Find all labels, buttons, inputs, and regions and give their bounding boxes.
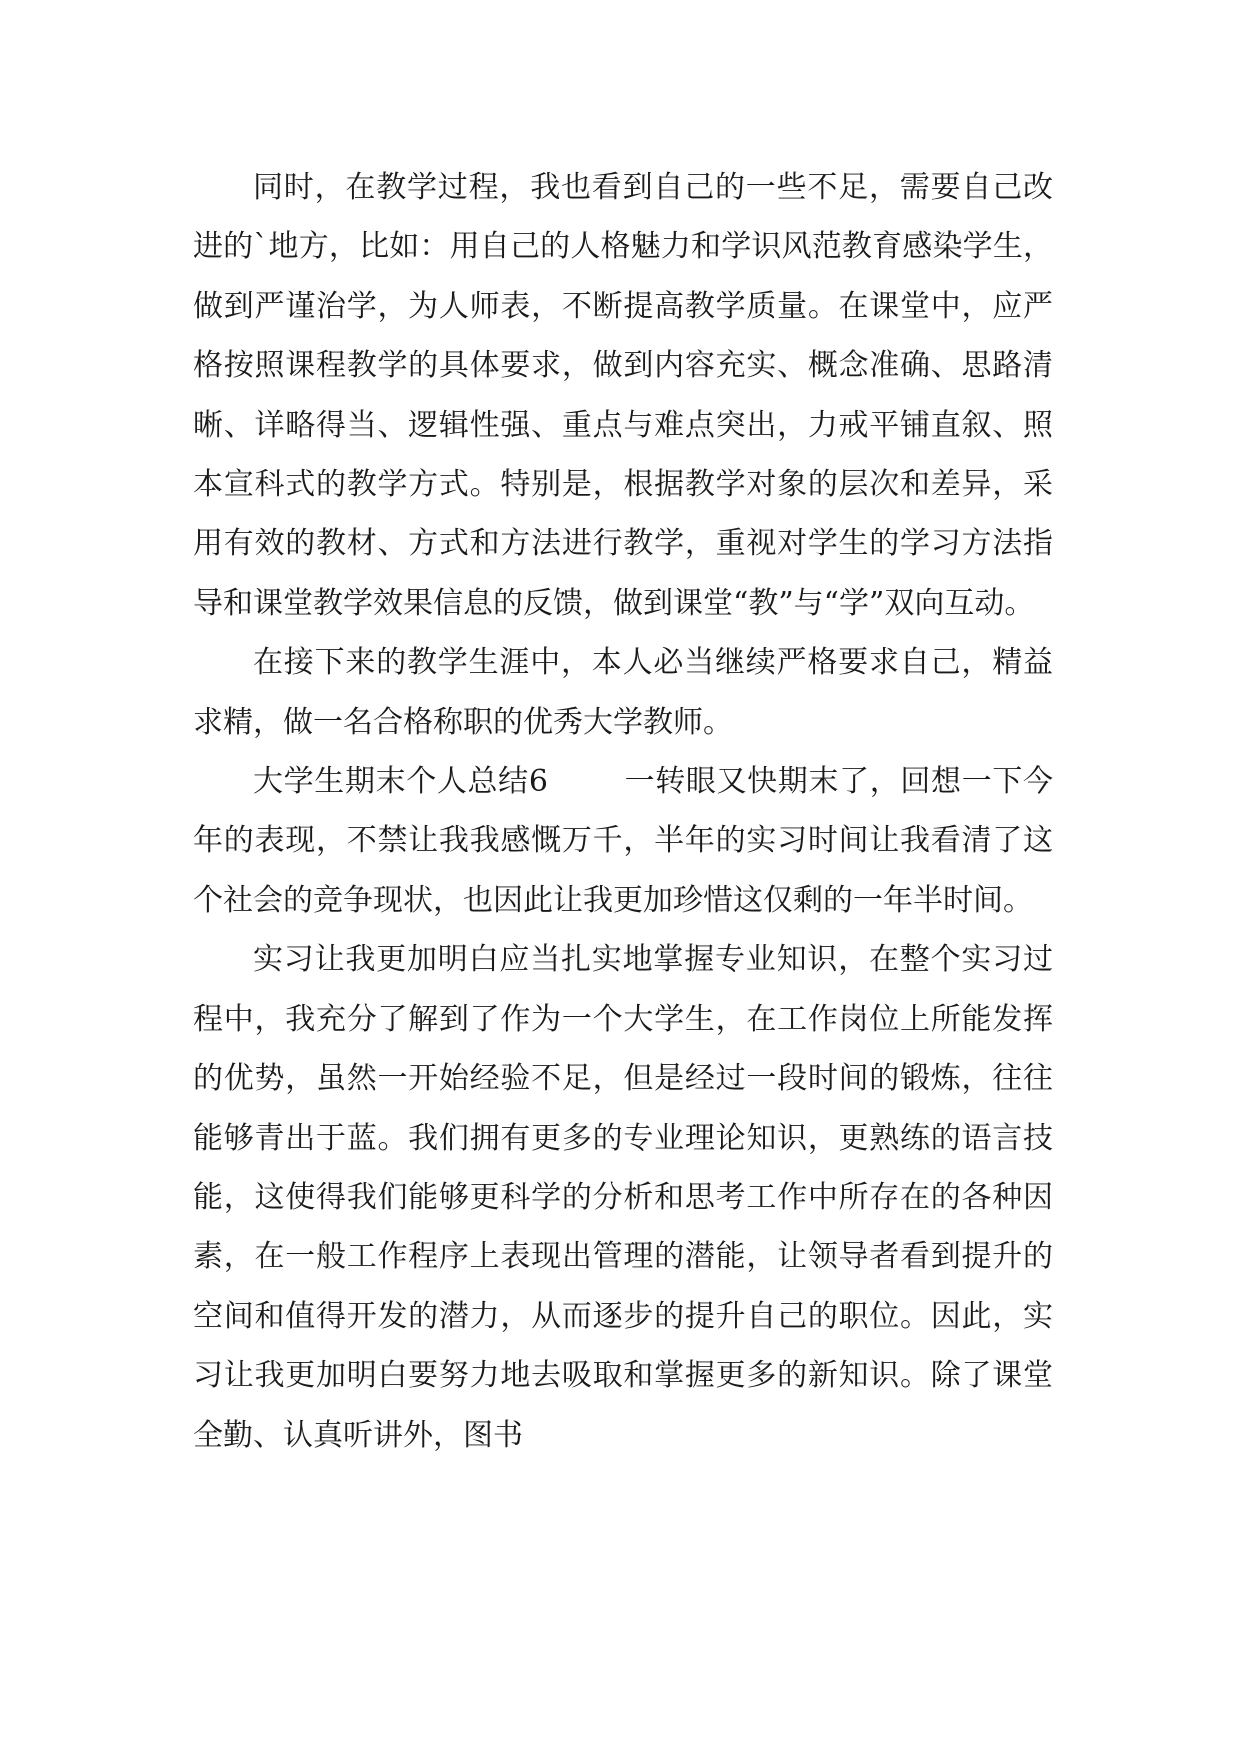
section-heading: 大学生期末个人总结6 <box>253 764 548 800</box>
section-first-text: 一转眼又快期末了，回想一下今年的表现，不禁让我我感慨万千，半年的实习时间让我看清了这个社会的竞争现状，也因此让我更加珍惜这仅剩的一年半时间。 <box>193 764 1053 918</box>
paragraph-internship: 实习让我更加明白应当扎实地掌握专业知识，在整个实习过程中，我充分了解到了作为一个大学生，在工作岗位上所能发挥的优势，虽然一开始经验不足，但是经过一段时间的锻炼，往往能够青出于蓝。我们拥有更多的专业理论知识，更熟练的语言技能，这使得我们能够更科学的分析和思考工作中所存在的各种因素，在一般工作程序上表现出管理的潜能，让领导者看到提升的空间和值得开发的潜力，从而逐步的提升自己的职位。因此，实习让我更加明白要努力地去吸取和掌握更多的新知识。除了课堂全勤、认真听讲外，图书 <box>193 942 1053 1453</box>
paragraph-teaching-shortcomings: 同时，在教学过程，我也看到自己的一些不足，需要自己改进的`地方，比如：用自己的人格魅力和学识风范教育感染学生，做到严谨治学，为人师表，不断提高教学质量。在课堂中，应严格按照课程教学的具体要求，做到内容充实、概念准确、思路清晰、详略得当、逻辑性强、重点与难点突出，力戒平铺直叙、照本宣科式的教学方式。特别是，根据教学对象的层次和差异，采用有效的教材、方式和方法进行教学，重视对学生的学习方法指导和课堂教学效果信息的反馈，做到课堂“教”与“学”双向互动。 <box>193 170 1053 621</box>
paragraph-summary-6 <box>193 752 1053 930</box>
paragraph-future-commitment: 在接下来的教学生涯中，本人必当继续严格要求自己，精益求精，做一名合格称职的优秀大学教师。 <box>193 645 1053 740</box>
document-body <box>193 158 1053 1465</box>
